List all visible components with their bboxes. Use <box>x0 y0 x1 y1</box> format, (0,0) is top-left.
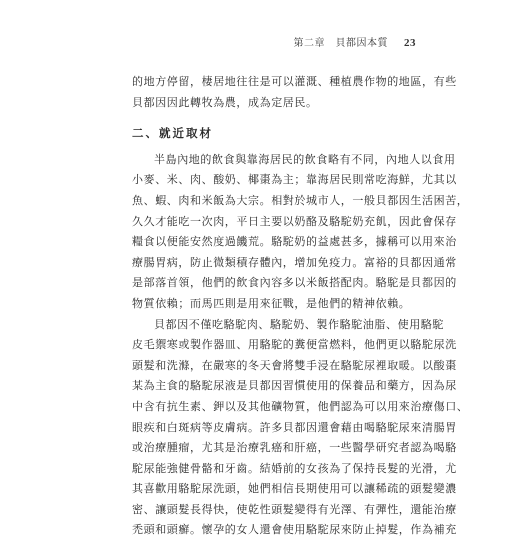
text-line: 是部落首領，他們的飲食內容多以米飯搭配肉。駱駝是貝都因的 <box>132 276 457 290</box>
paragraph-diet <box>132 150 469 315</box>
text-line: 糧食以便能安然度過饑荒。駱駝奶的益處甚多，據稱可以用來治 <box>132 235 457 249</box>
page-number: 23 <box>404 37 416 49</box>
text-line: 駝尿能強健骨骼和牙齒。結婚前的女孩為了保持長髮的光滑，尤 <box>132 461 457 475</box>
running-header <box>294 34 417 49</box>
text-line: 皮毛禦寒或製作器皿、用駱駝的糞便當燃料，他們更以駱駝尿洗 <box>132 338 457 352</box>
paragraph-intro <box>132 72 457 113</box>
text-line: 眼疾和白斑病等皮膚病。許多貝都因還會藉由喝駱駝尿來清腸胃 <box>132 420 457 434</box>
section-heading: 二、就近取材 <box>132 126 213 141</box>
body-text <box>132 72 469 541</box>
text-line: 的地方停留，棲居地往往是可以灌溉、種植農作物的地區，有些 <box>132 75 457 88</box>
chapter-title: 第二章 貝都因本質 <box>293 38 388 49</box>
text-line: 貝都因不僅吃駱駝肉、駱駝奶、製作駱駝油脂、使用駱駝 <box>154 317 444 331</box>
text-line: 中含有抗生素、鉀以及其他礦物質，他們認為可以用來治療傷口、 <box>132 399 469 413</box>
text-line: 某為主食的駱駝尿液是貝都因習慣使用的保養品和藥方，因為尿 <box>132 379 457 393</box>
text-line: 或治療腫瘤，尤其是治療乳癌和肝癌，一些醫學研究者認為喝駱 <box>132 441 457 455</box>
paragraph-camel-use <box>132 315 469 541</box>
text-line: 頭髮和洗滌，在嚴寒的冬天會將雙手浸在駱駝尿裡取暖。以酸棗 <box>132 358 457 372</box>
text-line: 貝都因因此轉牧為農，成為定居民。 <box>132 95 318 109</box>
text-line: 物質依賴；而馬匹則是用來征戰，是他們的精神依賴。 <box>132 296 411 310</box>
text-line: 小麥、米、肉、酸奶、椰棗為主；靠海居民則常吃海鮮，尤其以 <box>132 173 457 187</box>
text-line: 久久才能吃一次肉，平日主要以奶酪及駱駝奶充飢，因此會保存 <box>132 214 457 228</box>
text-line: 密、讓頭髮長得快，使乾性頭髮變得有光澤、有彈性，還能治療 <box>132 502 457 516</box>
text-line: 魚、蝦、肉和米飯為大宗。相對於城市人，一般貝都因生活困苦， <box>132 193 469 207</box>
text-line: 半島內地的飲食與靠海居民的飲食略有不同，內地人以食用 <box>154 152 456 166</box>
text-line: 禿頭和頭癬。懷孕的女人還會使用駱駝尿來防止掉髮，作為補充 <box>132 523 457 537</box>
text-line: 其喜歡用駱駝尿洗頭，她們相信長期使用可以讓稀疏的頭髮變濃 <box>132 482 457 496</box>
text-line: 療腸胃病，防止微類積存體內，增加免疫力。富裕的貝都因通常 <box>132 255 457 269</box>
